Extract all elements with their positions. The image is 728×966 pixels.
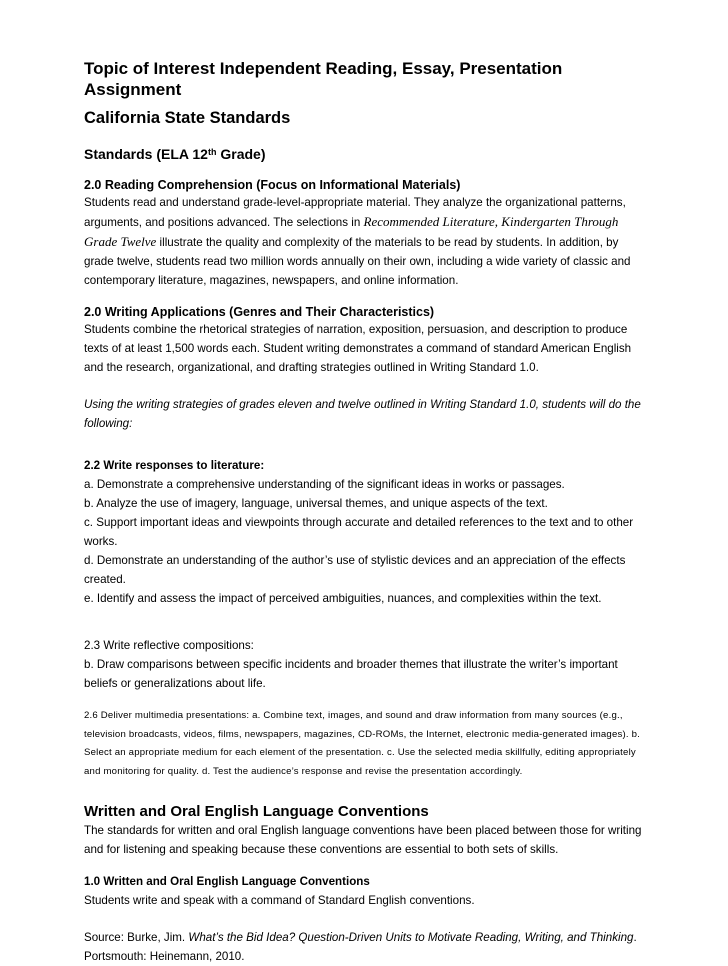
writing-heading: 2.0 Writing Applications (Genres and Their Characteristics)	[84, 305, 435, 319]
standards-heading	[84, 145, 644, 163]
standard-2-6	[84, 707, 644, 782]
reading-heading: 2.0 Reading Comprehension (Focus on Informational Materials)	[84, 178, 461, 192]
writing-paragraph: Students combine the rhetorical strategies of narration, exposition, persuasion, and description to produce texts of at least 1,500 words each. Student writing demonstrates a command of standard American English and the research, organizational, and drafting strategies outlined in Writing Standard 1.0.	[84, 323, 632, 374]
conventions-sub-label: 1.0 Written and Oral English Language Conventions	[84, 874, 370, 888]
standard-2-2-b: b. Analyze the use of imagery, language, universal themes, and unique aspects of the text.	[84, 497, 548, 510]
standard-2-2-label: 2.2 Write responses to literature:	[84, 459, 265, 472]
standard-2-2-e: e. Identify and assess the impact of perceived ambiguities, nuances, and complexities within the text.	[84, 592, 602, 605]
document-title	[84, 58, 644, 100]
standard-2-2	[84, 457, 644, 608]
writing-intro: Using the writing strategies of grades eleven and twelve outlined in Writing Standard 1.0, students will do the following:	[84, 398, 641, 430]
reading-paragraph	[84, 193, 644, 290]
document-page	[84, 58, 644, 966]
writing-section	[84, 304, 644, 433]
conventions-paragraph: The standards for written and oral English language conventions have been placed between those for writing and for listening and speaking because these conventions are essential to both sets of skills.	[84, 823, 642, 856]
standard-2-2-d: d. Demonstrate an understanding of the author’s use of stylistic devices and an appreciation of the effects created.	[84, 554, 626, 586]
conventions-section	[84, 802, 644, 910]
source-citation	[84, 928, 644, 966]
reading-text-before: Students read and understand grade-level-appropriate material. They analyze the organizational patterns, arguments, and positions advanced. The selections in	[84, 196, 626, 229]
title-line-1: Topic of Interest Independent Reading, Essay, Presentation	[84, 59, 563, 78]
subtitle: California State Standards	[84, 109, 291, 127]
title-line-2: Assignment	[84, 80, 182, 99]
standards-heading-prefix: Standards (ELA 12	[84, 146, 208, 162]
conventions-heading: Written and Oral English Language Conventions	[84, 802, 429, 820]
standards-heading-sup: th	[207, 147, 217, 157]
standard-2-3-label: 2.3 Write reflective compositions:	[84, 639, 254, 652]
source-suffix: . Portsmouth: Heinemann, 2010.	[84, 930, 637, 963]
standard-2-2-a: a. Demonstrate a comprehensive understanding of the significant ideas in works or passages.	[84, 478, 565, 491]
standard-2-6-text: 2.6 Deliver multimedia presentations: a. Combine text, images, and sound and draw information from many sources (e.g., television broadcasts, videos, films, newspapers, magazines, CD-ROMs, the Internet, electronic media-generated images). b. Select an appropriate medium for each element of the presentation. c. Use the selected media skillfully, editing appropriately and monitoring for quality. d. Test the audience’s response and revise the presentation accordingly.	[84, 710, 641, 778]
standard-2-3-b: b. Draw comparisons between specific incidents and broader themes that illustrate the writer’s important beliefs or generalizations about life.	[84, 658, 618, 690]
reading-section	[84, 177, 644, 290]
source-title: What’s the Bid Idea? Question-Driven Units to Motivate Reading, Writing, and Thinking	[188, 930, 634, 944]
reading-italic-title: Recommended Literature, Kindergarten Through Grade Twelve	[84, 214, 619, 249]
standard-2-3	[84, 636, 644, 693]
reading-text-after: illustrate the quality and complexity of the materials to be read by students. In addition, by grade twelve, students read two million words annually on their own, including a wide variety of classic and contemporary literature, magazines, newspapers, and online information.	[84, 236, 631, 287]
source-prefix: Source: Burke, Jim.	[84, 930, 189, 944]
conventions-sub-text: Students write and speak with a command of Standard English conventions.	[84, 893, 475, 907]
standard-2-2-c: c. Support important ideas and viewpoints through accurate and detailed references to the text and to other works.	[84, 516, 634, 548]
standards-heading-suffix: Grade)	[216, 146, 266, 162]
